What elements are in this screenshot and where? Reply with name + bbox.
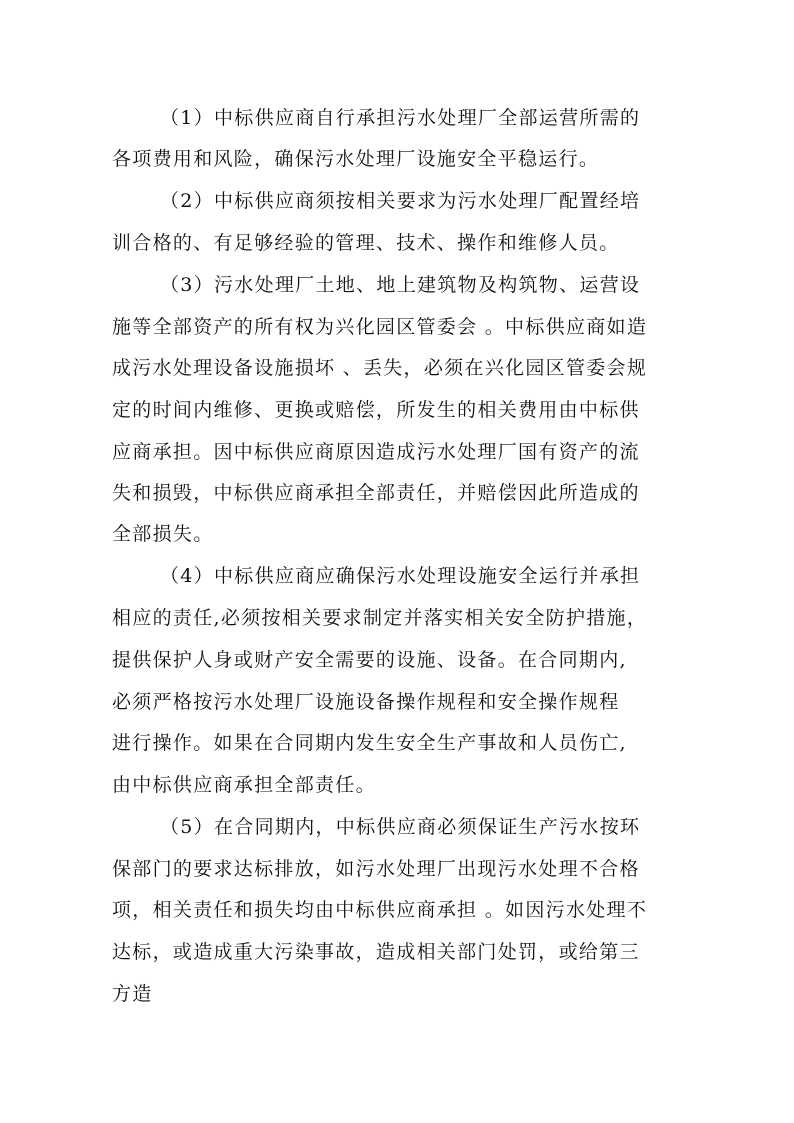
text-line: （3）污水处理厂土地、地上建筑物及构筑物、运营设	[160, 274, 641, 296]
text-line: 成污水处理设备设施损坏 、丢失，必须在兴化园区管委会规	[112, 357, 648, 379]
text-line: （1）中标供应商自行承担污水处理厂全部运营所需的	[160, 107, 641, 129]
text-line: 由中标供应商承担全部责任。	[112, 774, 376, 796]
text-line: 施等全部资产的所有权为兴化园区管委会 。中标供应商如造	[112, 316, 648, 338]
text-line: 项，相关责任和损失均由中标供应商承担 。如因污水处理不	[112, 899, 648, 921]
text-line: 进行操作。如果在合同期内发生安全生产事故和人员伤亡,	[112, 732, 627, 754]
text-line: （5）在合同期内，中标供应商必须保证生产污水按环	[160, 816, 641, 838]
text-line: 达标，或造成重大污染事故，造成相关部门处罚，或给第三	[112, 941, 640, 963]
text-line: 方造	[112, 983, 153, 1005]
text-line: 必须严格按污水处理厂设施设备操作规程和安全操作规程	[112, 691, 620, 713]
text-line: 各项费用和风险，确保污水处理厂设施安全平稳运行。	[112, 148, 600, 170]
text-line: 全部损失。	[112, 523, 214, 545]
text-line: 应商承担。因中标供应商原因造成污水处理厂国有资产的流	[112, 441, 640, 463]
text-line: 定的时间内维修、更换或赔偿，所发生的相关费用由中标供	[112, 399, 640, 421]
text-line: 提供保护人身或财产安全需要的设施、设备。在合同期内,	[112, 649, 627, 671]
text-line: 失和损毁，中标供应商承担全部责任，并赔偿因此所造成的	[112, 482, 640, 504]
text-line: （4）中标供应商应确保污水处理设施安全运行并承担	[160, 565, 641, 587]
text-line: （2）中标供应商须按相关要求为污水处理厂配置经培	[160, 190, 641, 212]
text-line: 相应的责任,必须按相关要求制定并落实相关安全防护措施，	[112, 607, 648, 629]
text-line: 保部门的要求达标排放，如污水处理厂出现污水处理不合格	[112, 858, 640, 880]
text-line: 训合格的、有足够经验的管理、技术、操作和维修人员。	[112, 232, 620, 254]
